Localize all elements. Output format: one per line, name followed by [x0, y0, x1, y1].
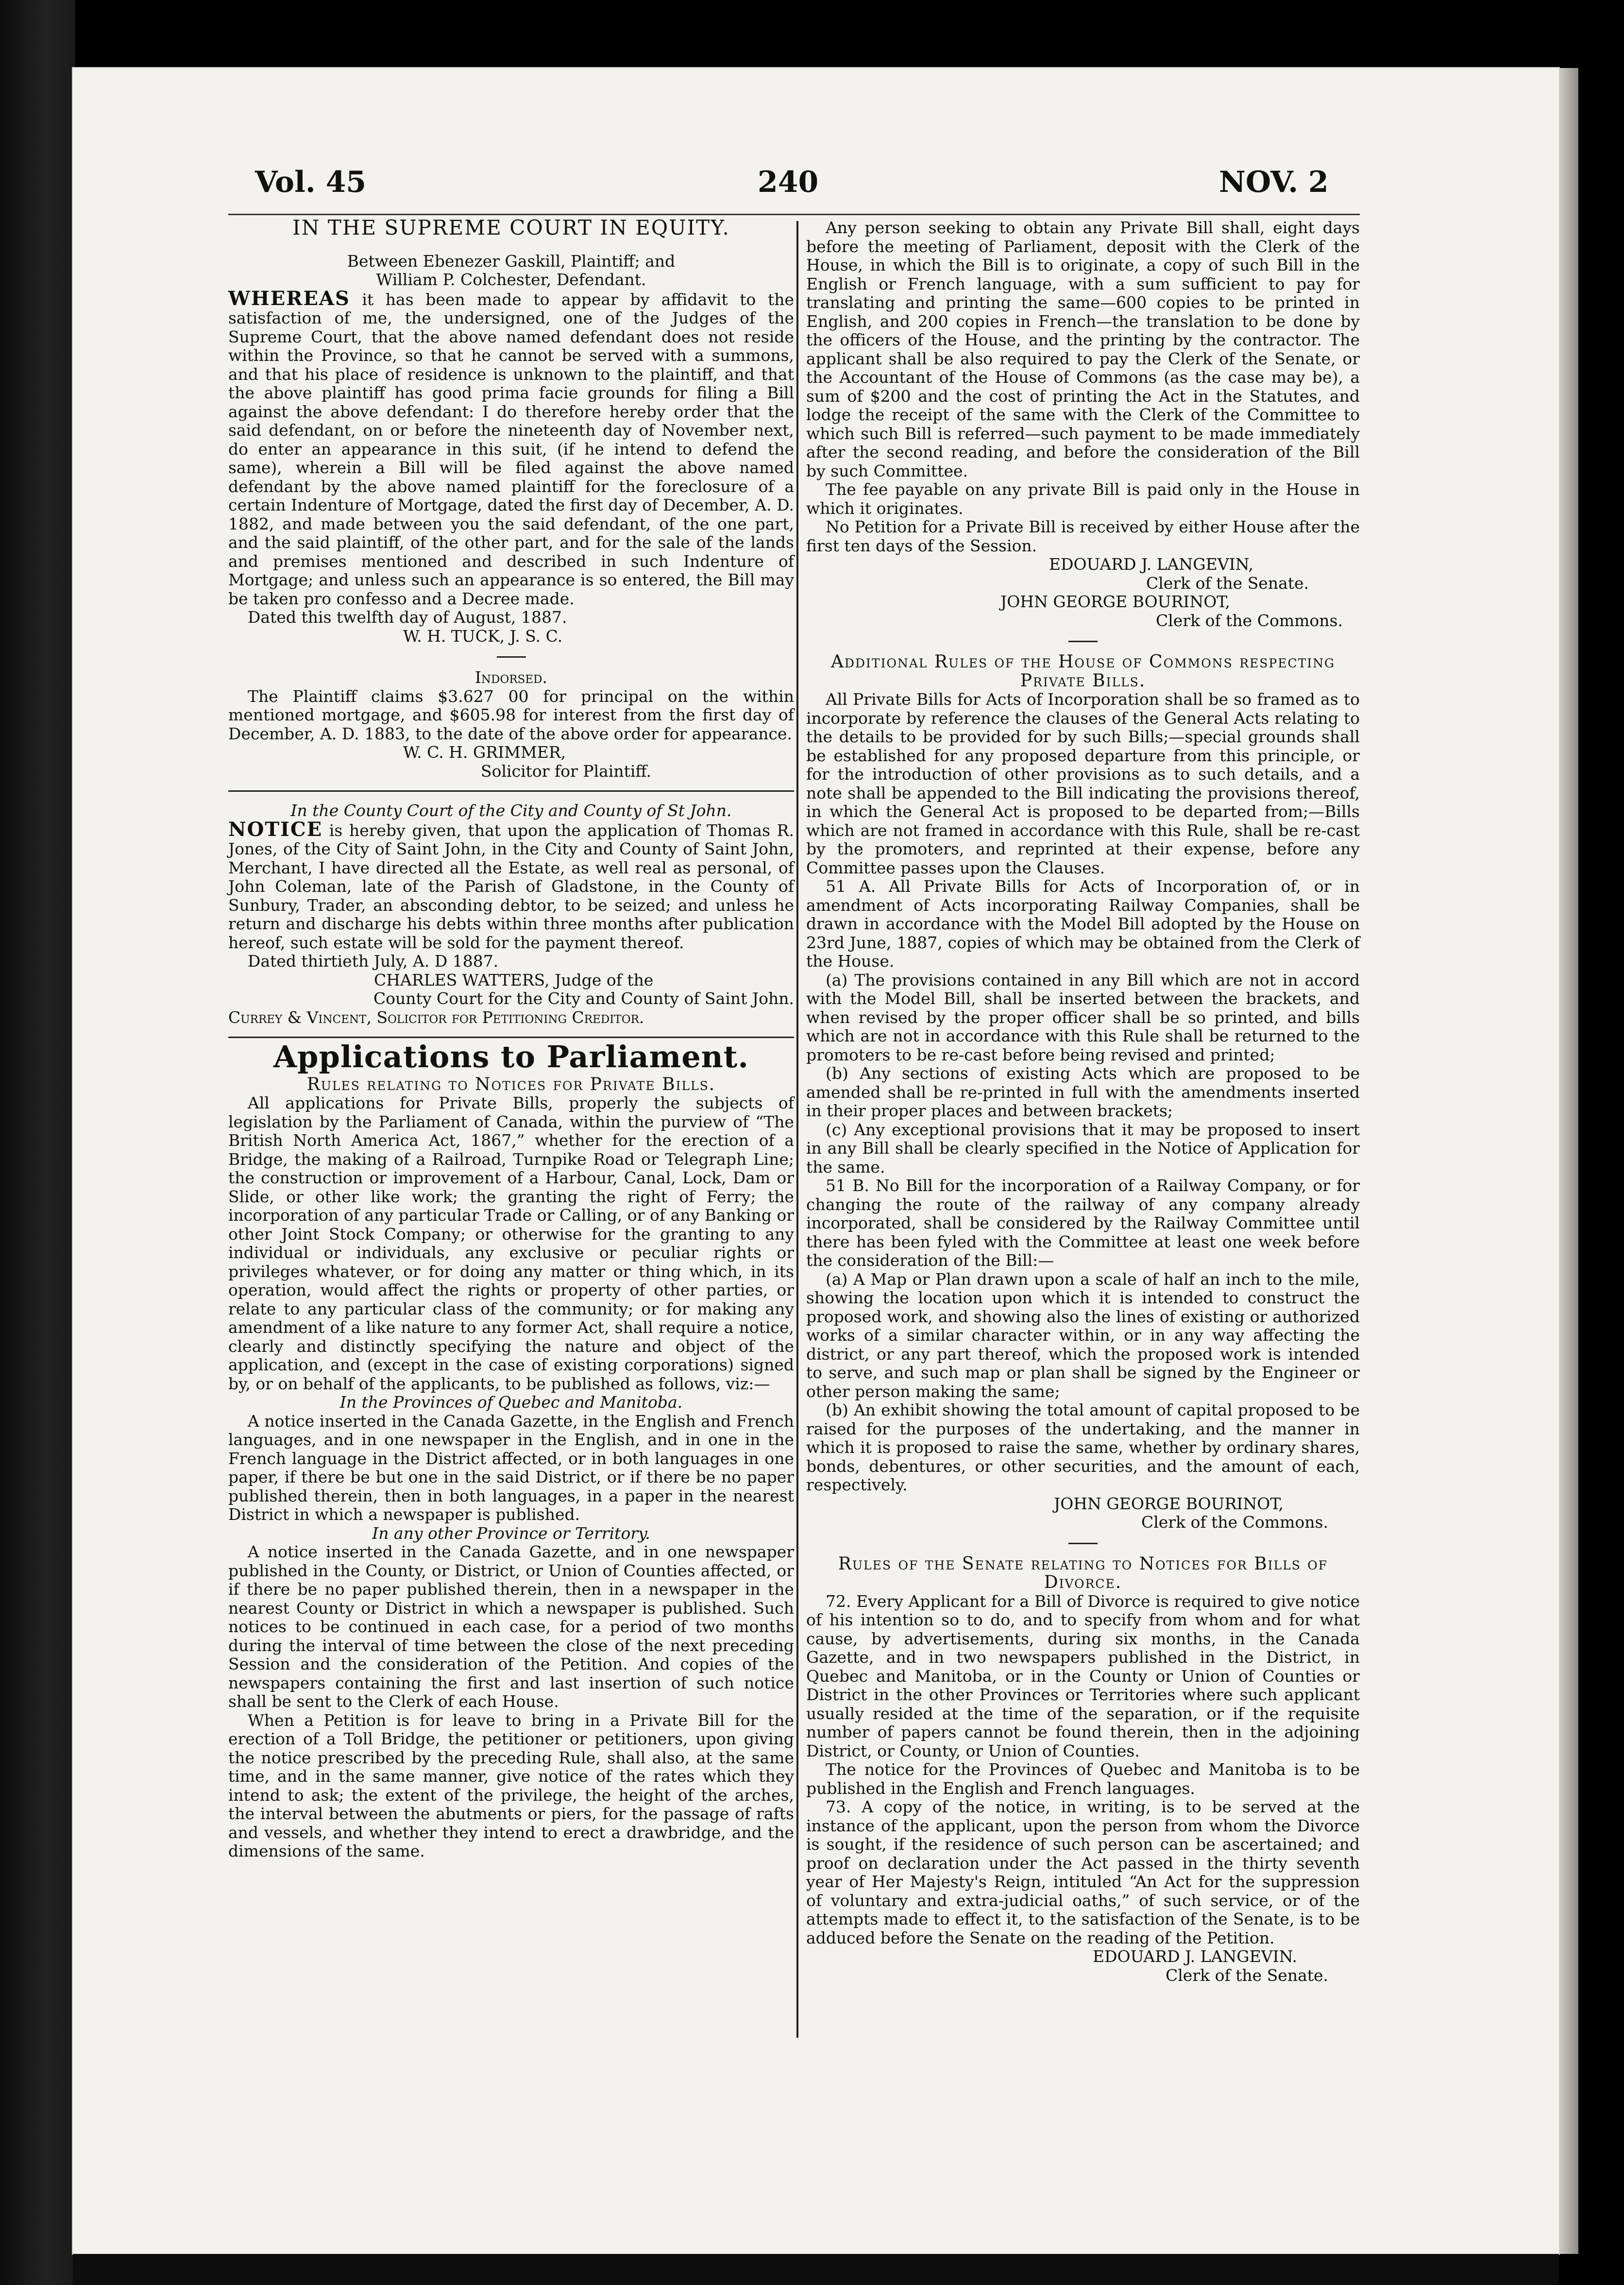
page-edge: [1559, 68, 1578, 2254]
other-province-title: In any other Province or Territory.: [372, 1523, 650, 1543]
judge-signature: W. H. TUCK, J. S. C.: [403, 626, 563, 646]
rule-73-paragraph: 73. A copy of the notice, in writing, is to be served at the instance of the applicant, upon the person from whom the Divorce is sought, if the residence of such person can be ascertained; and proof on declaration under the Act passed in the thirty seventh year of Her Majesty's Reign, intituled “An Act for the suppression of voluntary and extra-judicial oaths,” of such service, or of the attempts made to effect it, to the satisfaction of the Senate, is to be adduced before the Senate on the reading of the Petition.: [806, 1797, 1360, 1947]
whereas-text: it has been made to appear by affidavit to the satisfaction of me, the undersigned, one of the Judges of the Supreme Court, that the above named defendant does not reside within the Province, so that he cannot be served with a summons, and that his place of residence is unknown to the plaintiff, and that the above plaintiff has good prima facie grounds for filing a Bill against the above defendant: I do therefore hereby order that the said defendant, on or before the nineteenth day of November next, do enter an appearance in this suit, (if he intend to defend the same), wherein a Bill will be filed against the above named defendant by the above named plaintiff for the foreclosure of a certain Indenture of Mortgage, dated the first day of December, A. D. 1882, and made between you the said defendant, of the one part, and the said plaintiff, of the other part, and for the sale of the lands and premises mentioned and described in such Indenture of Mortgage; and unless such an appearance is so entered, the Bill may be taken pro confesso and a Decree made.: [228, 290, 795, 608]
left-column: [228, 216, 795, 1861]
whereas-paragraph: [228, 287, 795, 609]
bourinot-signature-1: JOHN GEORGE BOURINOT,: [1000, 592, 1230, 611]
separator: [1068, 1543, 1098, 1544]
rule-51b-a: (a) A Map or Plan drawn upon a scale of half an inch to the mile, showing the location upon which it is intended to construct the proposed work, and showing also the lines of existing or authorized works of a similar character within, or in any way affecting the district, or any part thereof, which the proposed work is intended to serve, and such map or plan shall be signed by the Engineer or other person making the same;: [806, 1269, 1360, 1401]
dated-line-2: Dated thirtieth July, A. D 1887.: [248, 952, 499, 971]
rule-51a-c: (c) Any exceptional provisions that it may be proposed to insert in any Bill shall be clearly specified in the Notice of Application for the same.: [806, 1120, 1360, 1177]
langevin-role-2: Clerk of the Senate.: [1166, 1965, 1329, 1985]
incorporation-paragraph: All Private Bills for Acts of Incorporation shall be so framed as to incorporate by reference the clauses of the General Acts relating to the details to be provided for by such Bills;—special grounds shall be established for any proposed departure from this principle, or for the introduction of other provisions as to such details, and a note shall be appended to the Bill indicating the provisions thereof, in which the General Act is proposed to be departed from;—Bills which are not framed in accordance with this Rule, shall be re-cast by the promoters, and reprinted at their expense, before any Committee passes upon the Clauses.: [806, 690, 1360, 877]
additional-rules-title: Additional Rules of the House of Commons respecting Private Bills.: [830, 652, 1336, 691]
quebec-manitoba-title: In the Provinces of Quebec and Manitoba.: [339, 1393, 683, 1412]
book-binding: [0, 0, 75, 2285]
rule-51b-paragraph: 51 B. No Bill for the incorporation of a Railway Company, or for changing the route of the railway of any company already incorporated, shall be considered by the Railway Committee until there has been fyled with the Committee at least one week before the consideration of the Bill:—: [806, 1176, 1360, 1270]
bourinot-signature-2: JOHN GEORGE BOURINOT,: [1054, 1494, 1284, 1513]
no-petition-paragraph: No Petition for a Private Bill is received by either House after the first ten days of the Session.: [806, 517, 1360, 555]
quebec-manitoba-notice-paragraph: The notice for the Provinces of Quebec and Manitoba is to be published in the English and French languages.: [806, 1760, 1360, 1798]
county-court-title: In the County Court of the City and County of St John.: [290, 801, 732, 820]
notice-paragraph: [228, 820, 794, 953]
grimmer-role: Solicitor for Plaintiff.: [481, 761, 652, 781]
rule-51a-b: (b) Any sections of existing Acts which are proposed to be amended shall be re-printed in full with the amendments inserted in their proper places and between brackets;: [806, 1064, 1360, 1120]
currey-line: Currey & Vincent, Solicitor for Petitioning Creditor.: [228, 1007, 644, 1027]
langevin-signature-2: EDOUARD J. LANGEVIN.: [1093, 1947, 1297, 1966]
rule-72-paragraph: 72. Every Applicant for a Bill of Divorce is required to give notice of his intention so to do, and to specify from whom and for what cause, by advertisements, during six months, in the Canada Gazette, and in two newspapers published in the District, in Quebec and Manitoba, or in the County or Union of Counties or District in the other Provinces or Territories where such applicant usually resided at the time of the separation, or if the requisite number of papers cannot be found therein, then in the adjoining District, or County, or Union of Counties.: [806, 1591, 1360, 1760]
watters-signature: CHARLES WATTERS, Judge of the: [374, 970, 654, 989]
section-rule: [228, 790, 794, 792]
parties-line-2: William P. Colchester, Defendant.: [376, 270, 646, 289]
right-column: [806, 219, 1360, 1985]
other-province-paragraph: A notice inserted in the Canada Gazette, and in one newspaper published in the County, or District, or Union of Counties affected, or if there be no paper published therein, then in a newspaper in the nearest County or District in which a newspaper is published. Such notices to be continued in each case, for a period of two months during the interval of time between the close of the next preceding Session and the consideration of the Petition. And copies of the newspapers containing the first and last insertion of such notice shall be sent to the Clerk of each House.: [228, 1542, 794, 1711]
parties-line-1: Between Ebenezer Gaskill, Plaintiff; and: [347, 251, 676, 271]
issue-date: NOV. 2: [1219, 165, 1329, 199]
notice-text: is hereby given, that upon the application of Thomas R. Jones, of the City of Saint John, in the City and County of Saint John, Merchant, I have directed all the Estate, as well real as personal, of John Coleman, late of the Parish of Gladstone, in the County of Sunbury, Trader, an absconding debtor, to be seized; and unless he return and discharge his debts within three months after publication hereof, such estate will be sold for the payment thereof.: [228, 820, 794, 952]
rule-51a-paragraph: 51 A. All Private Bills for Acts of Incorporation of, or in amendment of Acts incorporating Railway Companies, shall be drawn in accordance with the Model Bill adopted by the House on 23rd June, 1887, copies of which may be obtained from the Clerk of the House.: [806, 877, 1360, 971]
watters-role: County Court for the City and County of Saint John.: [373, 989, 794, 1008]
rule-51a-a: (a) The provisions contained in any Bill which are not in accord with the Model Bill, shall be inserted between the brackets, and when revised by the proper officer shall be so printed, and bills which are not in accordance with this Rule shall be returned to the promoters to be re-cast before being revised and printed;: [806, 970, 1360, 1064]
indorsed-paragraph: The Plaintiff claims $3.627 00 for principal on the within mentioned mortgage, and $605.98 for interest from the first day of December, A. D. 1883, to the date of the above order for appearance.: [228, 686, 794, 743]
page-number: 240: [758, 165, 819, 199]
private-bill-deposit-paragraph: Any person seeking to obtain any Private Bill shall, eight days before the meeting of Parliament, deposit with the Clerk of the House, in which the Bill is to originate, a copy of such Bill in the English or French language, with a sum sufficient to pay for translating and printing the same—600 copies to be printed in English, and 200 copies in French—the translation to be done by the officers of the House, and the printing by the contractor. The applicant shall be also required to pay the Clerk of the Senate, or the Accountant of the House of Commons (as the case may be), a sum of $200 and the cost of printing the Act in the Statutes, and lodge the receipt of the same with the Clerk of the Committee to which such Bill is referred—such payment to be made immediately after the second reading, and before the consideration of the Bill by such Committee.: [806, 218, 1360, 480]
dated-line-1: Dated this twelfth day of August, 1887.: [248, 608, 567, 627]
rules-paragraph-1: All applications for Private Bills, properly the subjects of legislation by the Parliament of Canada, within the purview of “The British North America Act, 1867,” whether for the erection of a Bridge, the making of a Railroad, Turnpike Road or Telegraph Line; the construction or improvement of a Harbour, Canal, Lock, Dam or Slide, or other like work; the granting the right of Ferry; the incorporation of any particular Trade or Calling, or of any Banking or other Joint Stock Company; or otherwise for the granting to any individual or individuals, any exclusive or peculiar rights or privileges whatever, or for doing any matter or thing which, in its operation, would affect the rights or property of other parties, or relate to any particular class of the community; or for making any amendment of a like nature to any former Act, shall require a notice, clearly and distinctly specifying the nature and object of the application, and (except in the case of existing corporations) signed by, or on behalf of the applicants, to be published as follows, viz:—: [228, 1093, 794, 1393]
court-title: IN THE SUPREME COURT IN EQUITY.: [292, 216, 730, 239]
rules-title: Rules relating to Notices for Private Bills.: [306, 1074, 716, 1094]
quebec-paragraph: A notice inserted in the Canada Gazette, in the English and French languages, and in one newspaper in the English, and in one in the French language in the District affected, or in both languages in one paper, if there be but one in the said District, or if there be no paper published therein, then in both languages, in a paper in the nearest District in which a newspaper is published.: [228, 1411, 794, 1524]
header-rule: [228, 214, 1360, 215]
langevin-signature-1: EDOUARD J. LANGEVIN,: [1049, 555, 1253, 574]
volume-label: Vol. 45: [255, 165, 367, 199]
separator: [497, 656, 526, 658]
separator: [1068, 641, 1098, 642]
bourinot-role-2: Clerk of the Commons.: [1141, 1513, 1328, 1532]
langevin-role-1: Clerk of the Senate.: [1146, 573, 1309, 593]
indorsed-heading: Indorsed.: [474, 668, 548, 687]
bourinot-role-1: Clerk of the Commons.: [1156, 611, 1343, 630]
bottom-shadow: [73, 2254, 1559, 2285]
toll-bridge-paragraph: When a Petition is for leave to bring in a Private Bill for the erection of a Toll Bridge, the petitioner or petitioners, upon giving the notice prescribed by the preceding Rule, shall also, at the same time, and in the same manner, give notice of the rates which they intend to ask; the extent of the privilege, the height of the arches, the interval between the abutments or piers, for the passage of rafts and vessels, and whether they intend to erect a drawbridge, and the dimensions of the same.: [228, 1710, 794, 1860]
section-rule: [228, 1037, 794, 1038]
grimmer-signature: W. C. H. GRIMMER,: [403, 743, 566, 762]
column-divider: [796, 221, 798, 2038]
notice-word: NOTICE: [228, 818, 323, 841]
fee-paragraph: The fee payable on any private Bill is paid only in the House in which it originates.: [806, 480, 1360, 518]
senate-rules-title: Rules of the Senate relating to Notices for Bills of Divorce.: [838, 1553, 1328, 1592]
applications-banner: Applications to Parliament.: [273, 1039, 749, 1074]
rule-51b-b: (b) An exhibit showing the total amount of capital proposed to be raised for the purposes of the undertaking, and the manner in which it is proposed to raise the same, whether by ordinary shares, bonds, debentures, or other securities, and the amount of each, respectively.: [806, 1400, 1360, 1494]
whereas-word: WHEREAS: [228, 287, 350, 310]
